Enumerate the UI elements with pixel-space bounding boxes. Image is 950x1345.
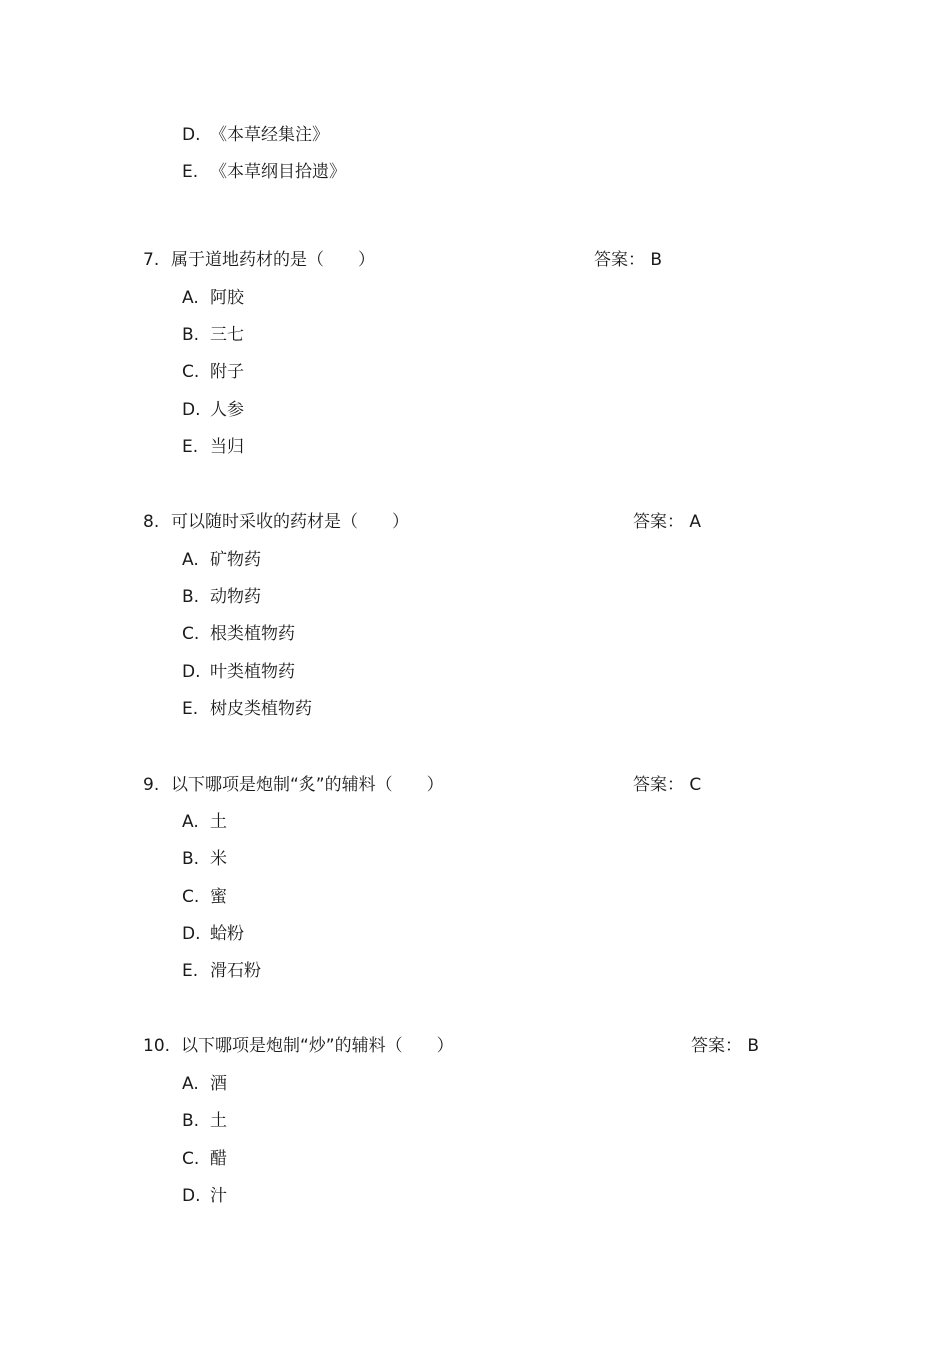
q9-option-a (182, 811, 227, 833)
option-letter: C. (182, 1149, 200, 1169)
q7-option-b (182, 324, 244, 346)
answer-value: A (689, 512, 702, 532)
answer-value: C (689, 775, 702, 795)
option-letter: D. (182, 125, 201, 145)
option-text: 当归 (210, 437, 244, 457)
question-text: 以下哪项是炮制“炙”的辅料（ ） (171, 775, 444, 795)
question-number: 10. (143, 1036, 171, 1056)
q9-option-b (182, 848, 227, 870)
q7-option-c (182, 361, 244, 383)
answer-label: 答案： (633, 512, 684, 532)
question-9-answer (633, 774, 701, 796)
option-top-d (182, 124, 329, 146)
question-number: 9. (143, 775, 160, 795)
question-8-stem (143, 511, 409, 533)
q9-option-d (182, 923, 244, 945)
q9-option-e (182, 960, 261, 982)
option-text: 土 (210, 1111, 227, 1131)
q10-option-d (182, 1185, 227, 1207)
q8-option-c (182, 623, 295, 645)
option-top-e (182, 161, 346, 183)
question-9-stem (143, 774, 444, 796)
q10-option-b (182, 1110, 227, 1132)
option-text: 汁 (210, 1186, 227, 1206)
q8-option-a (182, 549, 261, 571)
option-text: 蜜 (210, 887, 227, 907)
option-text: 蛤粉 (210, 924, 244, 944)
option-letter: E. (182, 961, 199, 981)
question-text: 属于道地药材的是（ ） (171, 250, 375, 270)
option-letter: D. (182, 924, 201, 944)
option-text: 滑石粉 (210, 961, 261, 981)
option-letter: C. (182, 362, 200, 382)
option-letter: D. (182, 1186, 201, 1206)
option-text: 树皮类植物药 (210, 699, 312, 719)
option-letter: A. (182, 550, 199, 570)
option-letter: E. (182, 437, 199, 457)
q10-option-a (182, 1073, 227, 1095)
question-8-answer (633, 511, 701, 533)
option-letter: B. (182, 849, 200, 869)
option-text: 《本草经集注》 (210, 125, 329, 145)
option-letter: B. (182, 325, 200, 345)
option-text: 矿物药 (210, 550, 261, 570)
option-letter: B. (182, 1111, 200, 1131)
question-number: 7. (143, 250, 160, 270)
option-letter: C. (182, 624, 200, 644)
option-text: 三七 (210, 325, 244, 345)
option-text: 阿胶 (210, 288, 244, 308)
q10-option-c (182, 1148, 227, 1170)
q7-option-d (182, 399, 244, 421)
option-text: 醋 (210, 1149, 227, 1169)
option-letter: A. (182, 812, 199, 832)
option-text: 叶类植物药 (210, 662, 295, 682)
option-text: 土 (210, 812, 227, 832)
answer-value: B (747, 1036, 760, 1056)
q7-option-e (182, 436, 244, 458)
q9-option-c (182, 886, 227, 908)
option-text: 动物药 (210, 587, 261, 607)
question-text: 可以随时采收的药材是（ ） (171, 512, 409, 532)
q7-option-a (182, 287, 244, 309)
q8-option-b (182, 586, 261, 608)
option-text: 米 (210, 849, 227, 869)
option-text: 根类植物药 (210, 624, 295, 644)
option-letter: E. (182, 699, 199, 719)
option-letter: D. (182, 662, 201, 682)
answer-label: 答案： (594, 250, 645, 270)
option-text: 附子 (210, 362, 244, 382)
answer-label: 答案： (633, 775, 684, 795)
q8-option-e (182, 698, 312, 720)
question-10-answer (691, 1035, 759, 1057)
answer-value: B (650, 250, 663, 270)
answer-label: 答案： (691, 1036, 742, 1056)
q8-option-d (182, 661, 295, 683)
option-text: 《本草纲目拾遗》 (210, 162, 346, 182)
option-letter: A. (182, 1074, 199, 1094)
option-text: 人参 (210, 400, 244, 420)
question-10-stem (143, 1035, 454, 1057)
option-letter: A. (182, 288, 199, 308)
option-letter: B. (182, 587, 200, 607)
question-7-answer (594, 249, 662, 271)
question-number: 8. (143, 512, 160, 532)
option-letter: C. (182, 887, 200, 907)
option-text: 酒 (210, 1074, 227, 1094)
option-letter: E. (182, 162, 199, 182)
question-7-stem (143, 249, 375, 271)
option-letter: D. (182, 400, 201, 420)
question-text: 以下哪项是炮制“炒”的辅料（ ） (181, 1036, 454, 1056)
